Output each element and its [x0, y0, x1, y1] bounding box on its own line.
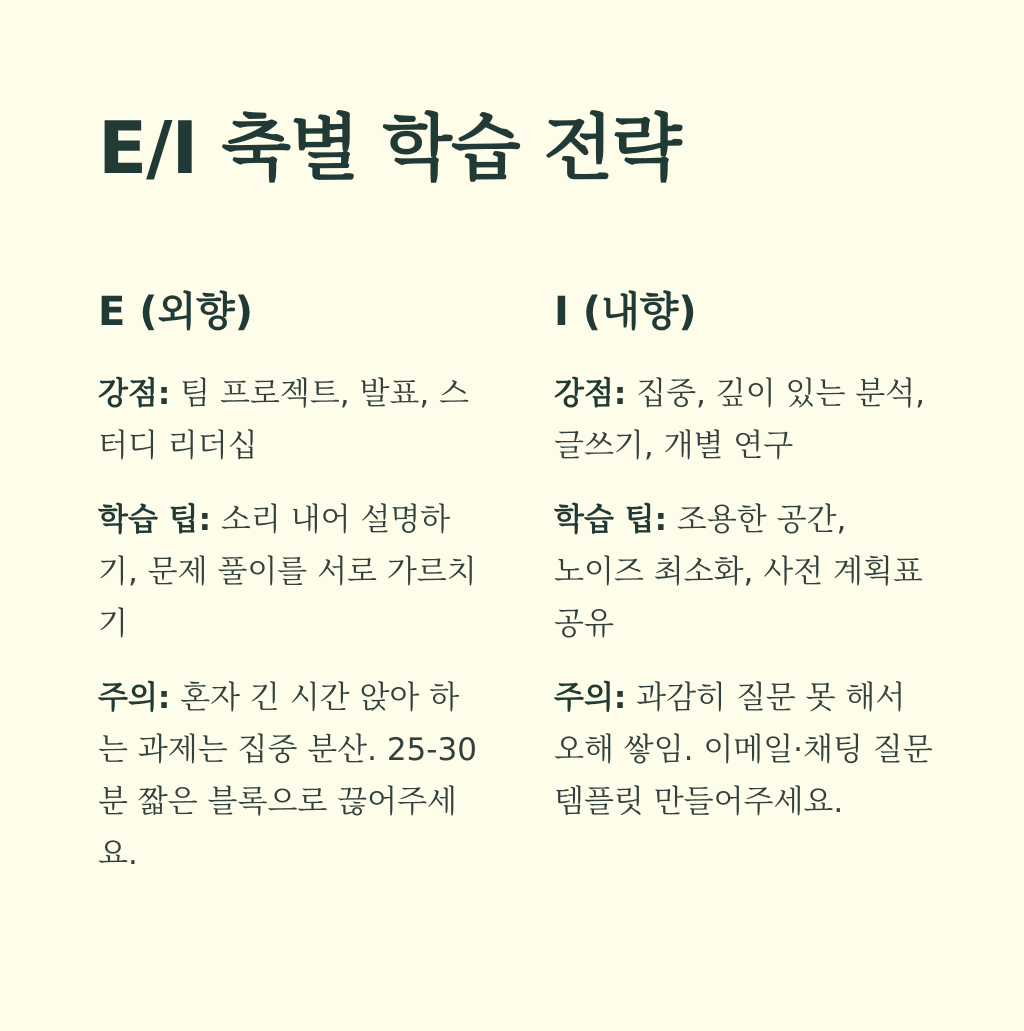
- item-label: 강점:: [554, 376, 627, 412]
- item-text: 팀 프로젝트, 발표, 스터디 리더십: [98, 376, 469, 464]
- page-title: E/I 축별 학습 전략: [98, 106, 681, 190]
- item-label: 주의:: [98, 680, 171, 716]
- caution-item: [554, 672, 934, 828]
- column-introvert: [554, 282, 934, 850]
- item-text: 집중, 깊이 있는 분석, 글쓰기, 개별 연구: [554, 376, 925, 464]
- item-label: 주의:: [554, 680, 627, 716]
- strength-item: [554, 368, 934, 472]
- item-label: 학습 팁:: [98, 502, 212, 538]
- item-text: 혼자 긴 시간 앉아 하는 과제는 집중 분산. 25-30분 짧은 블록으로 끊어주세요.: [98, 680, 477, 872]
- strength-item: [98, 368, 478, 472]
- caution-item: [98, 672, 478, 880]
- column-heading-extravert: E (외향): [98, 289, 254, 335]
- item-label: 강점:: [98, 376, 171, 412]
- study-tip-item: [98, 494, 478, 650]
- study-tip-item: [554, 494, 934, 650]
- item-text: 소리 내어 설명하기, 문제 풀이를 서로 가르치기: [98, 502, 477, 642]
- column-extravert: [98, 282, 478, 902]
- item-text: 조용한 공간, 노이즈 최소화, 사전 계획표 공유: [554, 502, 923, 642]
- column-heading-introvert: I (내향): [554, 289, 697, 335]
- item-text: 과감히 질문 못 해서 오해 쌓임. 이메일·채팅 질문 템플릿 만들어주세요.: [554, 680, 933, 820]
- item-label: 학습 팁:: [554, 502, 668, 538]
